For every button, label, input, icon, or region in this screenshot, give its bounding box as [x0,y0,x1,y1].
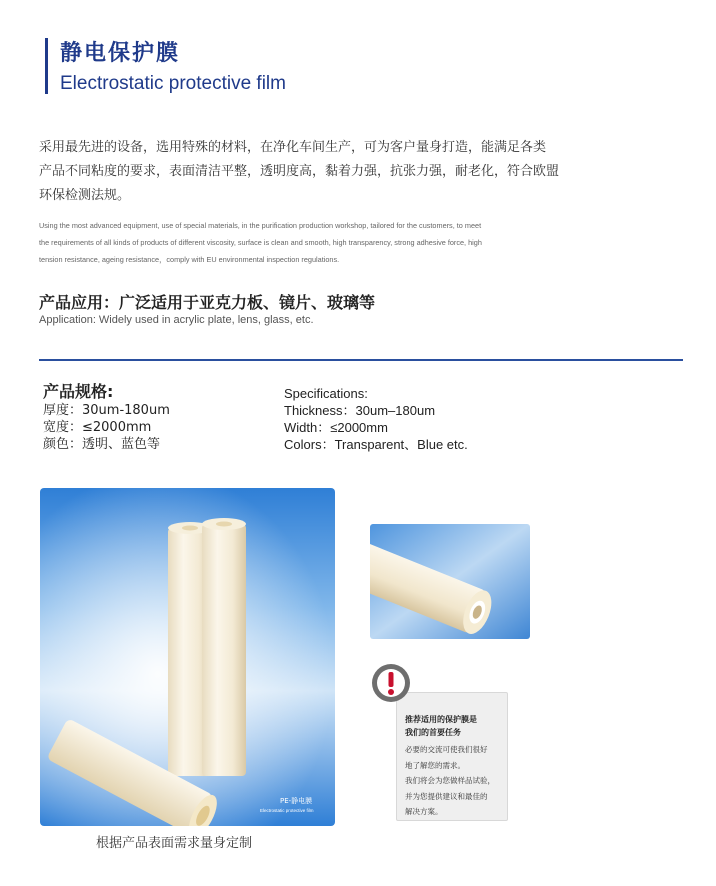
notice-body-line: 我们将会为您做样品试验， [405,776,495,785]
spec-list-en [284,402,468,453]
intro-en-line: the requirements of all kinds of products of different viscosity, surface is clean and smooth, high transparency, strong adhesive force, high [39,238,482,247]
page-title: 静电保护膜 [60,41,181,66]
spec-color-en: Colors：Transparent、Blue etc. [284,437,468,452]
notice-heading-line: 推荐适用的保护膜是 [405,715,477,724]
section-divider [39,359,683,361]
page-subtitle: Electrostatic protective film [60,73,286,94]
spec-list-cn [43,402,170,453]
notice-body-line: 并为您提供建议和最佳的 [405,791,488,801]
intro-cn-line: 环保检测法规。 [39,188,131,203]
film-rolls-image [40,488,335,826]
application-english: Application: Widely used in acrylic plate, lens, glass, etc. [39,314,314,326]
photo-caption: 根据产品表面需求量身定制 [96,836,253,851]
spec-width-en: Width：≤2000mm [284,420,388,435]
notice-body-line: 必要的交流可使我们很好 [405,745,488,754]
product-photo-main [40,488,335,826]
spec-color-cn: 颜色：透明、蓝色等 [43,437,161,452]
notice-body-line: 地了解您的需求。 [405,760,465,770]
application-heading: 产品应用：广泛适用于亚克力板、镜片、玻璃等 [39,293,376,312]
spec-heading-en: Specifications: [284,386,368,401]
photo-label-cn: PE-静电膜 [280,797,313,805]
spec-thickness-en: Thickness：30um–180um [284,403,436,418]
spec-heading-cn: 产品规格: [43,382,114,401]
title-accent-bar [45,38,48,94]
exclamation-icon [371,663,411,703]
spec-thickness-cn: 厚度：30um-180um [43,403,170,418]
intro-en-line: Using the most advanced equipment, use of special materials, in the purification production workshop, tailored for the customers, to meet [39,221,482,230]
intro-chinese [39,136,639,208]
intro-en-line: tension resistance, ageing resistance，comply with EU environmental inspection regulations. [39,255,340,264]
product-photo-closeup [370,524,530,639]
notice-box [396,692,508,821]
notice-body-line: 解决方案。 [405,807,443,816]
intro-cn-line: 产品不同粘度的要求，表面清洁平整，透明度高，黏着力强，抗张力强，耐老化，符合欧盟 [39,164,560,179]
notice-heading [405,713,505,739]
intro-english [39,217,549,268]
notice-heading-line: 我们的首要任务 [405,728,461,737]
spec-width-cn: 宽度：≤2000mm [43,420,152,435]
notice-body [405,742,505,820]
photo-label-en: Electrostatic protective film [260,808,314,813]
intro-cn-line: 采用最先进的设备，选用特殊的材料，在净化车间生产，可为客户量身打造，能满足各类 [39,140,547,155]
roll-closeup-image [370,524,530,639]
